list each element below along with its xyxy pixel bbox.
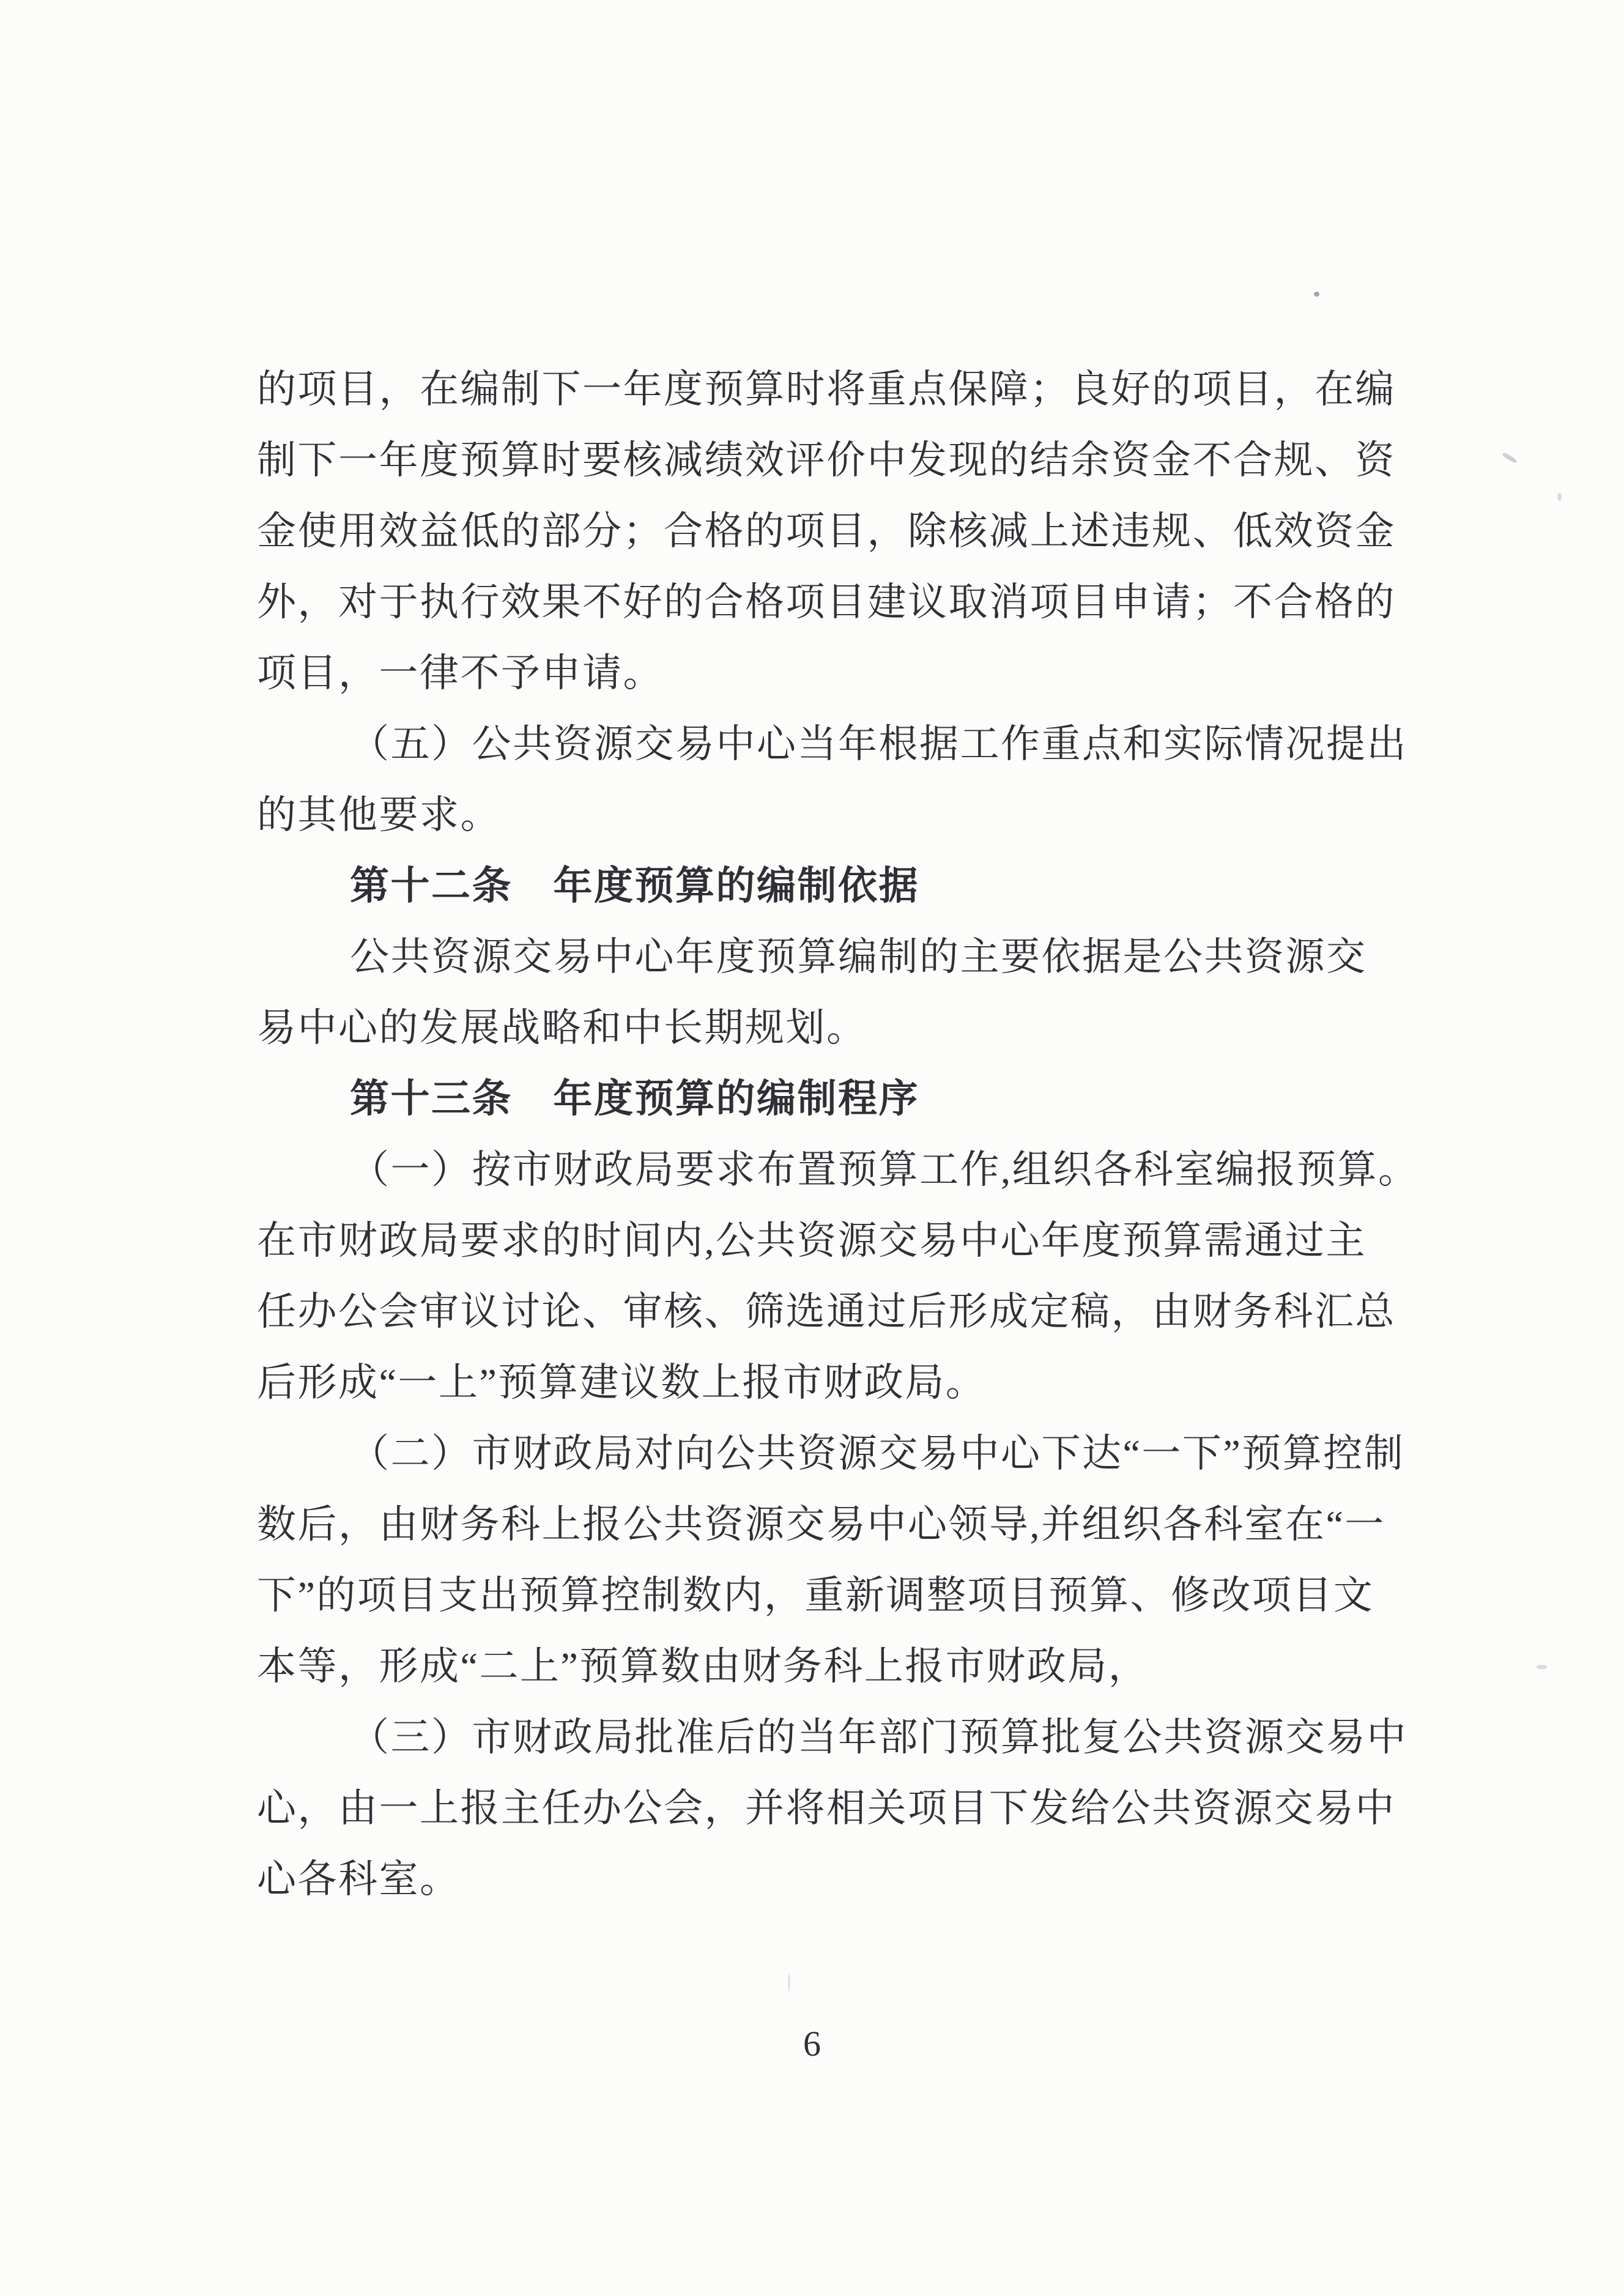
document-body <box>257 354 1419 1915</box>
scan-speck <box>788 1974 790 1991</box>
text-line: （一）按市财政局要求布置预算工作,组织各科室编报预算。 <box>350 1148 1419 1191</box>
text-line: 本等，形成“二上”预算数由财务科上报市财政局， <box>257 1645 1149 1688</box>
text-line: 的其他要求。 <box>257 793 501 837</box>
heading-line: 第十三条 年度预算的编制程序 <box>350 1077 919 1120</box>
text-line: 制下一年度预算时要核减绩效评价中发现的结余资金不合规、资 <box>257 439 1396 482</box>
scan-speck <box>1314 292 1319 297</box>
page-number: 6 <box>803 2024 821 2064</box>
scan-speck <box>1502 452 1518 464</box>
text-line: 金使用效益低的部分；合格的项目，除核减上述违规、低效资金 <box>257 509 1396 553</box>
text-line: 任办公会审议讨论、审核、筛选通过后形成定稿，由财务科汇总 <box>257 1290 1396 1333</box>
text-line: 下”的项目支出预算控制数内，重新调整项目预算、修改项目文 <box>257 1574 1374 1617</box>
text-line: 项目，一律不予申请。 <box>257 651 664 695</box>
text-line: 公共资源交易中心年度预算编制的主要依据是公共资源交 <box>350 935 1367 979</box>
text-line: 在市财政局要求的时间内,公共资源交易中心年度预算需通过主 <box>257 1219 1366 1262</box>
text-line: 易中心的发展战略和中长期规划。 <box>257 1006 867 1050</box>
text-line: 后形成“一上”预算建议数上报市财政局。 <box>257 1361 987 1404</box>
text-line: 数后，由财务科上报公共资源交易中心领导,并组织各科室在“一 <box>257 1503 1385 1546</box>
text-line: （二）市财政局对向公共资源交易中心下达“一下”预算控制 <box>350 1432 1405 1475</box>
text-line: 心，由一上报主任办公会，并将相关项目下发给公共资源交易中 <box>257 1787 1396 1830</box>
text-line: 外，对于执行效果不好的合格项目建议取消项目申请；不合格的 <box>257 580 1396 624</box>
text-line: （五）公共资源交易中心当年根据工作重点和实际情况提出 <box>350 722 1407 766</box>
text-line: 的项目，在编制下一年度预算时将重点保障；良好的项目，在编 <box>257 368 1396 411</box>
text-line: （三）市财政局批准后的当年部门预算批复公共资源交易中 <box>350 1716 1407 1759</box>
heading-line: 第十二条 年度预算的编制依据 <box>350 864 919 908</box>
scan-speck <box>1537 1665 1547 1669</box>
text-line: 心各科室。 <box>257 1857 461 1901</box>
scan-speck <box>1557 493 1562 501</box>
